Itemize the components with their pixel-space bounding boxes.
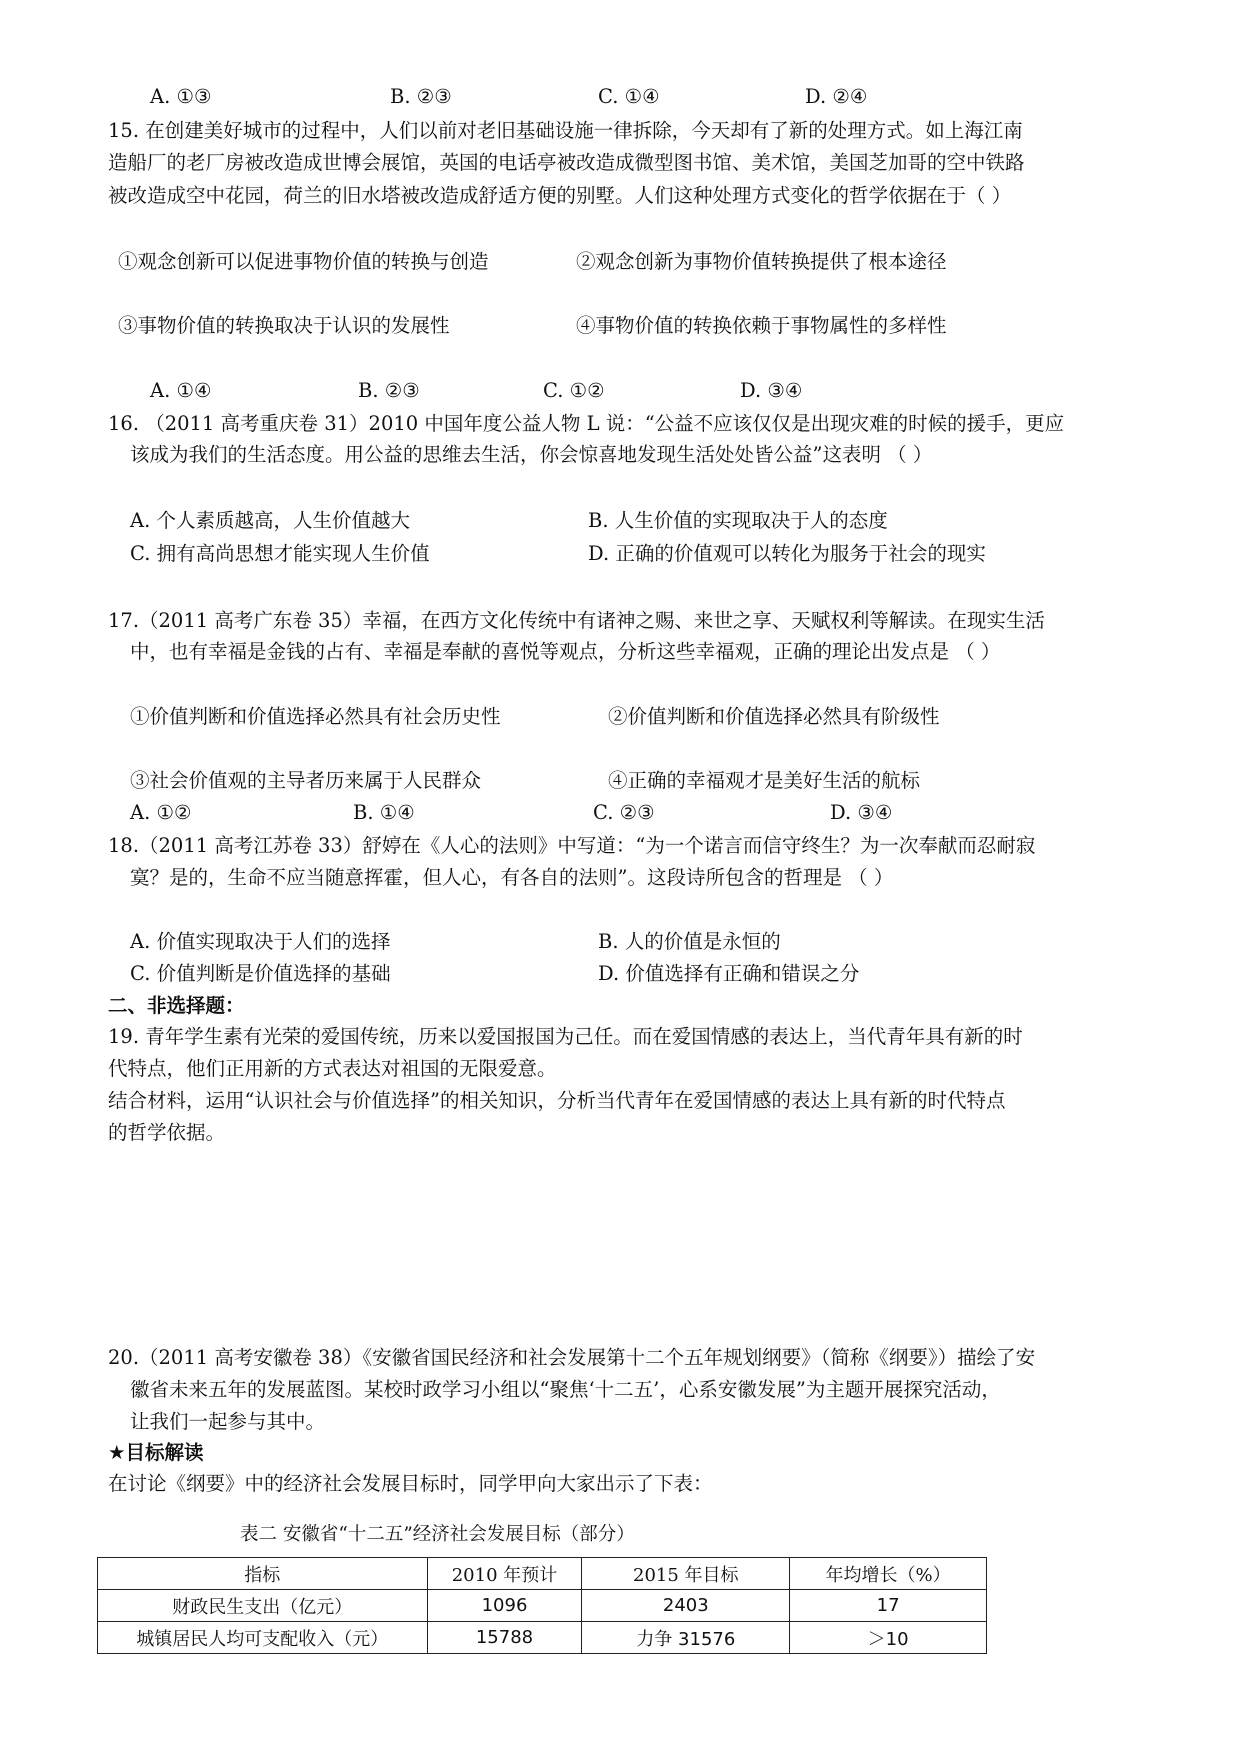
q20-stem-line: 20.（2011 高考安徽卷 38）《安徽省国民经济和社会发展第十二个五年规划纲要》（简称《纲要》）描绘了安 [108, 1346, 1036, 1369]
q18-option-b: B. 人的价值是永恒的 [598, 930, 781, 953]
q18-option-a: A. 价值实现取决于人们的选择 [130, 930, 391, 953]
q16-option-c: C. 拥有高尚思想才能实现人生价值 [130, 542, 430, 565]
q15-stem-line: 被改造成空中花园，荷兰的旧水塔被改造成舒适方便的别墅。人们这种处理方式变化的哲学依据在于（ ） [108, 184, 1012, 207]
table-cell: 17 [790, 1590, 987, 1622]
q16-stem-line: 该成为我们的生活态度。用公益的思维去生活，你会惊喜地发现生活处处皆公益”这表明 （ ） [130, 443, 933, 466]
q19-line: 19. 青年学生素有光荣的爱国传统，历来以爱国报国为己任。而在爱国情感的表达上，当代青年具有新的时 [108, 1025, 1023, 1048]
q16-stem-line: 16. （2011 高考重庆卷 31）2010 中国年度公益人物 L 说：“公益不应该仅仅是出现灾难的时候的援手，更应 [108, 412, 1065, 435]
q20-stem-line: 让我们一起参与其中。 [130, 1410, 326, 1433]
q15-item-1: ①观念创新可以促进事物价值的转换与创造 [118, 250, 489, 273]
table-cell: 城镇居民人均可支配收入（元） [98, 1622, 428, 1654]
q17-item-2: ②价值判断和价值选择必然具有阶级性 [608, 705, 940, 728]
q14-option-a: A. ①③ [150, 85, 212, 108]
q16-option-a: A. 个人素质越高，人生价值越大 [130, 509, 410, 532]
q20-stem-line: 徽省未来五年的发展蓝图。某校时政学习小组以“聚焦‘十二五’，心系安徽发展”为主题开展探究活动， [130, 1378, 1001, 1401]
q19-line: 结合材料，运用“认识社会与价值选择”的相关知识，分析当代青年在爱国情感的表达上具有新的时代特点 [108, 1089, 1006, 1112]
table-row [98, 1590, 987, 1622]
intro-text: 在讨论《纲要》中的经济社会发展目标时，同学甲向大家出示了下表： [108, 1472, 713, 1495]
table-cell: 1096 [427, 1590, 582, 1622]
table-cell: 15788 [427, 1622, 582, 1654]
table-header-cell: 2015 年目标 [582, 1558, 790, 1590]
q17-stem-line: 中，也有幸福是金钱的占有、幸福是奉献的喜悦等观点，分析这些幸福观，正确的理论出发点是 （ ） [130, 640, 1001, 663]
q18-stem-line: 18.（2011 高考江苏卷 33）舒婷在《人心的法则》中写道：“为一个诺言而信守终生？为一次奉献而忍耐寂 [108, 834, 1036, 857]
q18-stem-line: 寞？是的，生命不应当随意挥霍，但人心，有各自的法则”。这段诗所包含的哲理是 （ ） [130, 866, 894, 889]
q16-option-d: D. 正确的价值观可以转化为服务于社会的现实 [588, 542, 986, 565]
q17-stem-line: 17.（2011 高考广东卷 35）幸福，在西方文化传统中有诸神之赐、来世之享、天赋权利等解读。在现实生活 [108, 609, 1045, 632]
q15-item-3: ③事物价值的转换取决于认识的发展性 [118, 314, 450, 337]
q14-option-d: D. ②④ [805, 85, 868, 108]
q18-option-c: C. 价值判断是价值选择的基础 [130, 962, 391, 985]
table-cell: ＞10 [790, 1622, 987, 1654]
q15-item-4: ④事物价值的转换依赖于事物属性的多样性 [576, 314, 947, 337]
q15-option-b: B. ②③ [358, 379, 420, 402]
q17-item-3: ③社会价值观的主导者历来属于人民群众 [130, 769, 482, 792]
q15-option-a: A. ①④ [150, 379, 212, 402]
q14-option-b: B. ②③ [390, 85, 452, 108]
table-header-cell: 指标 [98, 1558, 428, 1590]
q17-option-c: C. ②③ [593, 801, 655, 824]
q19-line: 代特点，他们正用新的方式表达对祖国的无限爱意。 [108, 1057, 557, 1080]
table-cell: 2403 [582, 1590, 790, 1622]
q17-item-4: ④正确的幸福观才是美好生活的航标 [608, 769, 921, 792]
section-title: 二、非选择题： [108, 994, 245, 1017]
q17-option-b: B. ①④ [353, 801, 415, 824]
q15-stem-line: 造船厂的老厂房被改造成世博会展馆，英国的电话亭被改造成微型图书馆、美术馆，美国芝加哥的空中铁路 [108, 151, 1025, 174]
table-header-row [98, 1558, 987, 1590]
q19-line: 的哲学依据。 [108, 1121, 226, 1144]
q15-option-d: D. ③④ [740, 379, 803, 402]
table-caption: 表二 安徽省“十二五”经济社会发展目标（部分） [240, 1524, 635, 1545]
q16-option-b: B. 人生价值的实现取决于人的态度 [588, 509, 888, 532]
q18-option-d: D. 价值选择有正确和错误之分 [598, 962, 860, 985]
q14-option-c: C. ①④ [598, 85, 660, 108]
table-cell: 力争 31576 [582, 1622, 790, 1654]
table-row [98, 1622, 987, 1654]
table-header-cell: 2010 年预计 [427, 1558, 582, 1590]
goals-table [97, 1557, 987, 1654]
q15-stem-line: 15. 在创建美好城市的过程中，人们以前对老旧基础设施一律拆除，今天却有了新的处理方式。如上海江南 [108, 119, 1023, 142]
q17-option-a: A. ①② [130, 801, 192, 824]
q17-item-1: ①价值判断和价值选择必然具有社会历史性 [130, 705, 501, 728]
q17-option-d: D. ③④ [830, 801, 893, 824]
q15-item-2: ②观念创新为事物价值转换提供了根本途径 [576, 250, 947, 273]
q15-option-c: C. ①② [543, 379, 605, 402]
table-cell: 财政民生支出（亿元） [98, 1590, 428, 1622]
subhead: ★目标解读 [108, 1441, 204, 1464]
table-header-cell: 年均增长（%） [790, 1558, 987, 1590]
